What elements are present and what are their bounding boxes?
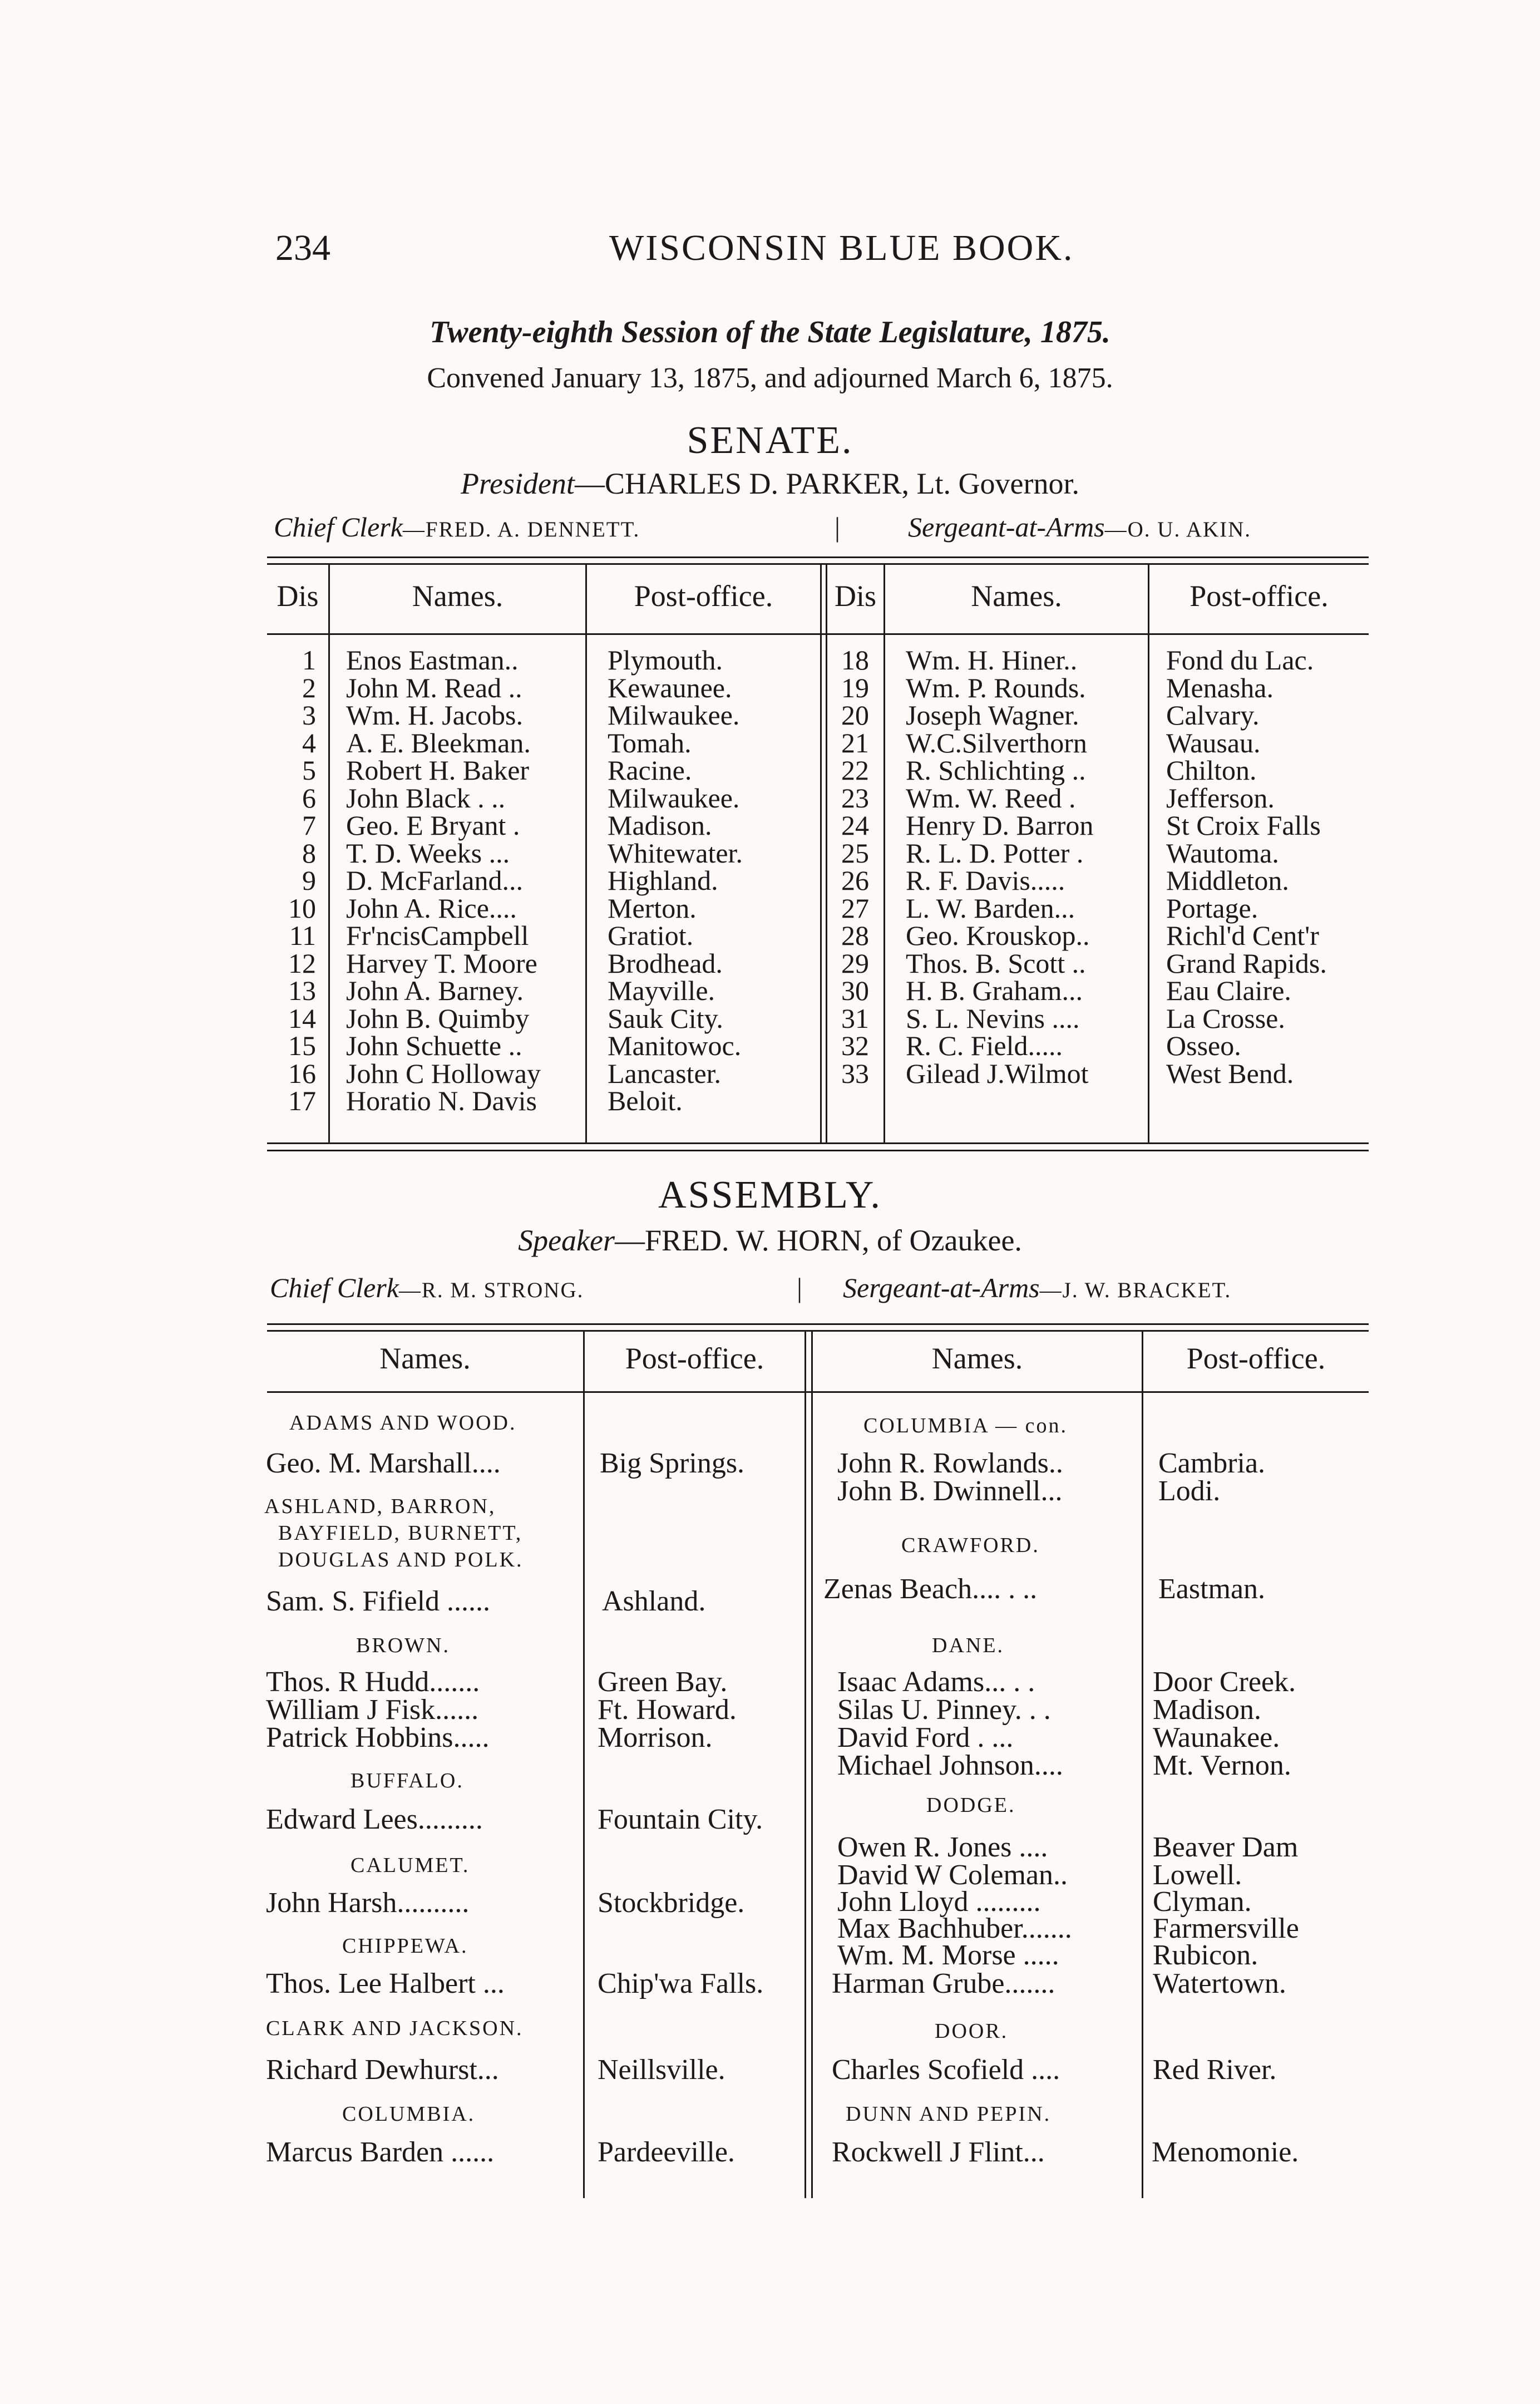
member-post-office: Watertown. [1153,1968,1286,1999]
assembly-col-divider [583,1330,585,2198]
senate-district: 16 [288,1057,316,1089]
speaker-label: Speaker [518,1224,615,1257]
senate-header-rule [267,633,1369,635]
member-post-office: Clyman. [1153,1886,1252,1918]
senate-top-rule [267,556,1369,558]
member-name: Rockwell J Flint... [832,2136,1045,2168]
senator-name: R. F. Davis..... [906,865,1065,896]
county-heading: DOOR. [935,2019,1009,2043]
sergeant-name: —O. U. AKIN. [1104,518,1252,541]
senator-post-office: Milwaukee. [608,699,740,731]
senator-name: L. W. Barden... [906,892,1075,924]
senator-post-office: Highland. [608,865,718,896]
member-name: Sam. S. Fifield ...... [266,1585,491,1617]
assembly-col-divider [811,1330,813,2198]
chief-clerk-label: Chief Clerk [274,511,403,543]
assembly-header-rule [267,1391,1369,1393]
senator-name: A. E. Bleekman. [346,727,531,758]
senator-name: Harvey T. Moore [346,947,537,979]
senator-name: Joseph Wagner. [906,699,1079,731]
senate-district: 2 [302,672,316,703]
senator-post-office: Beloit. [608,1085,683,1116]
senator-post-office: Lancaster. [608,1057,722,1089]
member-name: Thos. R Hudd....... [266,1666,480,1698]
senate-col-divider [820,563,822,1142]
senator-post-office: Grand Rapids. [1166,947,1327,979]
senator-post-office: West Bend. [1166,1057,1294,1089]
senate-district: 6 [302,782,316,814]
senate-col-divider [826,563,827,1142]
member-name: Harman Grube....... [832,1968,1055,1999]
senator-post-office: Mayville. [608,975,715,1006]
senator-post-office: Sauk City. [608,1002,723,1034]
assembly-right-post-header: Post-office. [1186,1342,1326,1375]
member-name: Marcus Barden ...... [266,2136,495,2168]
assembly-chief-clerk [270,1272,584,1304]
senator-post-office: Jefferson. [1166,782,1275,814]
speaker-name: —FRED. W. HORN, of Ozaukee. [614,1224,1022,1257]
county-heading: DODGE. [926,1794,1016,1817]
sergeant-name: —J. W. BRACKET. [1039,1278,1232,1302]
member-name: Max Bachhuber....... [837,1913,1072,1944]
member-name: Patrick Hobbins..... [266,1722,490,1753]
senator-name: John B. Quimby [346,1002,530,1034]
senate-district: 13 [288,975,316,1006]
member-name: David Ford . ... [837,1722,1014,1753]
senate-left-names [346,644,541,1116]
senator-post-office: Madison. [608,810,712,841]
senate-district: 33 [841,1057,869,1089]
county-heading: ADAMS AND WOOD. [289,1411,517,1435]
senator-name: Geo. Krouskop.. [906,920,1090,951]
senator-post-office: Wautoma. [1166,837,1279,869]
senate-left-post-header: Post-office. [634,579,773,613]
senate-president-line [0,466,1540,501]
member-name: Thos. Lee Halbert ... [266,1968,505,1999]
senate-district: 3 [302,699,316,731]
sergeant-label: Sergeant-at-Arms [843,1272,1040,1303]
member-name: Charles Scofield .... [832,2054,1060,2086]
assembly-col-divider [804,1330,806,2198]
assembly-top-rule [267,1323,1369,1325]
senate-district: 8 [302,837,316,869]
senate-district: 15 [288,1030,316,1061]
senate-right-post-header: Post-office. [1189,579,1329,613]
senate-district: 28 [841,920,869,951]
page-number: 234 [275,228,330,268]
member-name: Geo. M. Marshall.... [266,1447,501,1479]
member-name: William J Fisk...... [266,1694,479,1726]
member-name: Richard Dewhurst... [266,2054,499,2086]
senate-district: 22 [841,755,869,786]
senator-name: Wm. P. Rounds. [906,672,1086,703]
member-post-office: Menomonie. [1152,2136,1299,2168]
senator-name: John Black . .. [346,782,506,814]
senate-district: 17 [288,1085,316,1116]
senate-district: 20 [841,699,869,731]
senator-name: Henry D. Barron [906,810,1094,841]
assembly-left-post-header: Post-office. [625,1342,764,1375]
senate-district: 1 [302,644,316,676]
senator-name: Enos Eastman.. [346,644,519,676]
county-heading: COLUMBIA — con. [863,1414,1068,1437]
senate-right-post-offices [1166,644,1327,1089]
senate-district: 7 [302,810,316,841]
member-name: Wm. M. Morse ..... [837,1939,1059,1971]
member-post-office: Chip'wa Falls. [598,1968,764,1999]
senate-right-districts [829,644,869,1089]
member-name: John Lloyd ......... [837,1886,1041,1918]
senator-name: R. C. Field..... [906,1030,1063,1061]
senate-district: 12 [288,947,316,979]
senator-post-office: La Crosse. [1166,1002,1285,1034]
senator-name: John M. Read .. [346,672,522,703]
senate-district: 9 [302,865,316,896]
member-post-office: Lowell. [1153,1859,1242,1891]
senate-district: 11 [289,920,316,951]
member-post-office: Fountain City. [598,1804,763,1835]
member-name: Edward Lees......... [266,1804,483,1835]
senate-district: 24 [841,810,869,841]
assembly-heading: ASSEMBLY. [658,1174,882,1216]
senate-col-divider [883,563,885,1142]
senator-name: Robert H. Baker [346,755,530,786]
senator-name: W.C.Silverthorn [906,727,1087,758]
member-post-office: Mt. Vernon. [1153,1750,1291,1781]
senator-name: Wm. H. Hiner.. [906,644,1078,676]
senator-name: H. B. Graham... [906,975,1083,1006]
member-post-office: Beaver Dam [1153,1831,1299,1863]
senator-post-office: Brodhead. [608,947,723,979]
county-heading: BROWN. [356,1634,450,1657]
member-post-office: Neillsville. [598,2054,725,2086]
president-label: President [460,467,575,500]
member-name: Silas U. Pinney. . . [837,1694,1051,1726]
member-name: David W Coleman.. [837,1859,1068,1891]
member-post-office: Ashland. [602,1585,706,1617]
member-post-office: Eastman. [1158,1573,1266,1605]
senate-district: 30 [841,975,869,1006]
president-name: —CHARLES D. PARKER, Lt. Governor. [574,467,1079,500]
senator-post-office: Menasha. [1166,672,1274,703]
county-heading: CHIPPEWA. [342,1934,468,1958]
senator-post-office: Fond du Lac. [1166,644,1314,676]
senate-district: 19 [841,672,869,703]
sergeant-label: Sergeant-at-Arms [908,511,1105,543]
senator-name: T. D. Weeks ... [346,837,510,869]
member-post-office: Green Bay. [598,1666,728,1698]
member-name: John R. Rowlands.. [837,1447,1063,1479]
senator-name: Thos. B. Scott .. [906,947,1086,979]
member-post-office: Cambria. [1158,1447,1266,1479]
senate-col-divider [585,563,587,1142]
assembly-left-names-header: Names. [379,1342,471,1375]
member-post-office: Rubicon. [1153,1939,1258,1971]
running-title: WISCONSIN BLUE BOOK. [609,228,1074,268]
county-heading: DANE. [932,1634,1005,1657]
senate-district: 18 [841,644,869,676]
senator-post-office: Chilton. [1166,755,1257,786]
member-post-office: Madison. [1153,1694,1261,1726]
senator-name: R. L. D. Potter . [906,837,1084,869]
senator-post-office: Manitowoc. [608,1030,742,1061]
senate-left-names-header: Names. [412,579,504,613]
senator-post-office: St Croix Falls [1166,810,1321,841]
member-name: John Harsh.......... [266,1887,470,1919]
senator-post-office: Eau Claire. [1166,975,1291,1006]
senator-post-office: Calvary. [1166,699,1260,731]
senator-name: John C Holloway [346,1057,541,1089]
senator-post-office: Milwaukee. [608,782,740,814]
senate-district: 10 [288,892,316,924]
chief-clerk-name: —R. M. STRONG. [398,1278,584,1302]
senate-right-names-header: Names. [971,579,1062,613]
county-heading: CRAWFORD. [901,1534,1040,1557]
senate-col-divider [328,563,330,1142]
senator-post-office: Richl'd Cent'r [1166,920,1319,951]
senate-district: 25 [841,837,869,869]
senator-name: John A. Rice.... [346,892,517,924]
member-post-office: Lodi. [1158,1475,1221,1507]
senator-post-office: Tomah. [608,727,692,758]
senate-district: 4 [302,727,316,758]
senate-top-rule-2 [267,563,1369,565]
senate-left-dis-header: Dis [277,579,319,613]
senate-district: 26 [841,865,869,896]
senate-bottom-rule [267,1142,1369,1144]
chief-clerk-label: Chief Clerk [270,1272,399,1303]
senator-name: John A. Barney. [346,975,524,1006]
senate-right-dis-header: Dis [834,579,876,613]
county-heading: BUFFALO. [351,1769,464,1792]
senate-right-names [906,644,1094,1089]
senator-post-office: Portage. [1166,892,1258,924]
assembly-col-divider [1142,1330,1143,2198]
senator-name: Wm. H. Jacobs. [346,699,523,731]
senate-sergeant [908,511,1251,543]
assembly-top-rule-2 [267,1330,1369,1332]
member-name: Zenas Beach.... . .. [823,1573,1038,1605]
county-heading: DOUGLAS AND POLK. [278,1548,524,1572]
county-heading: BAYFIELD, BURNETT, [278,1521,523,1545]
county-heading: COLUMBIA. [342,2102,476,2126]
assembly-right-names-header: Names. [931,1342,1023,1375]
county-heading: DUNN AND PEPIN. [846,2102,1052,2126]
member-post-office: Morrison. [598,1722,713,1753]
member-name: Michael Johnson.... [837,1750,1063,1781]
senate-col-divider [1148,563,1149,1142]
member-post-office: Pardeeville. [598,2136,735,2168]
member-post-office: Farmersville [1153,1913,1299,1944]
member-post-office: Big Springs. [600,1447,745,1479]
session-title: Twenty-eighth Session of the State Legislature, 1875. [430,315,1110,349]
senator-post-office: Gratiot. [608,920,694,951]
senator-name: Fr'ncisCampbell [346,920,529,951]
senator-post-office: Whitewater. [608,837,743,869]
senator-name: Geo. E Bryant . [346,810,520,841]
senate-district: 21 [841,727,869,758]
senator-post-office: Merton. [608,892,697,924]
senate-district: 23 [841,782,869,814]
senator-post-office: Osseo. [1166,1030,1241,1061]
senate-district: 32 [841,1030,869,1061]
senator-post-office: Plymouth. [608,644,723,676]
senate-district: 31 [841,1002,869,1034]
senator-post-office: Kewaunee. [608,672,732,703]
member-post-office: Waunakee. [1153,1722,1280,1753]
senator-name: Gilead J.Wilmot [906,1057,1089,1089]
member-post-office: Stockbridge. [598,1887,745,1919]
session-dates: Convened January 13, 1875, and adjourned March 6, 1875. [427,362,1113,394]
senator-name: S. L. Nevins .... [906,1002,1080,1034]
senator-name: R. Schlichting .. [906,755,1086,786]
assembly-divider-bar: | [797,1272,803,1303]
county-heading: CLARK AND JACKSON. [266,2017,524,2040]
member-name: Owen R. Jones .... [837,1831,1048,1863]
county-heading: CALUMET. [351,1854,470,1877]
member-post-office: Red River. [1153,2054,1277,2086]
member-name: Isaac Adams... . . [837,1666,1035,1698]
member-post-office: Ft. Howard. [598,1694,737,1726]
senator-name: John Schuette .. [346,1030,522,1061]
senate-district: 14 [288,1002,316,1034]
senate-chief-clerk [274,511,640,543]
senator-name: D. McFarland... [346,865,523,896]
senator-post-office: Racine. [608,755,692,786]
member-post-office: Door Creek. [1153,1666,1296,1698]
member-name: John B. Dwinnell... [837,1475,1063,1507]
senator-post-office: Middleton. [1166,865,1289,896]
senator-name: Wm. W. Reed . [906,782,1076,814]
senate-left-districts [267,644,316,1116]
senate-district: 27 [841,892,869,924]
senate-bottom-rule-2 [267,1150,1369,1151]
senate-left-post-offices [608,644,743,1116]
senate-divider-bar: | [835,511,841,543]
assembly-sergeant [843,1272,1231,1304]
chief-clerk-name: —FRED. A. DENNETT. [402,518,640,541]
senator-name: Horatio N. Davis [346,1085,537,1116]
senate-district: 29 [841,947,869,979]
assembly-speaker-line [0,1223,1540,1258]
senate-district: 5 [302,755,316,786]
county-heading: ASHLAND, BARRON, [264,1495,496,1518]
senator-post-office: Wausau. [1166,727,1261,758]
senate-heading: SENATE. [687,419,853,462]
